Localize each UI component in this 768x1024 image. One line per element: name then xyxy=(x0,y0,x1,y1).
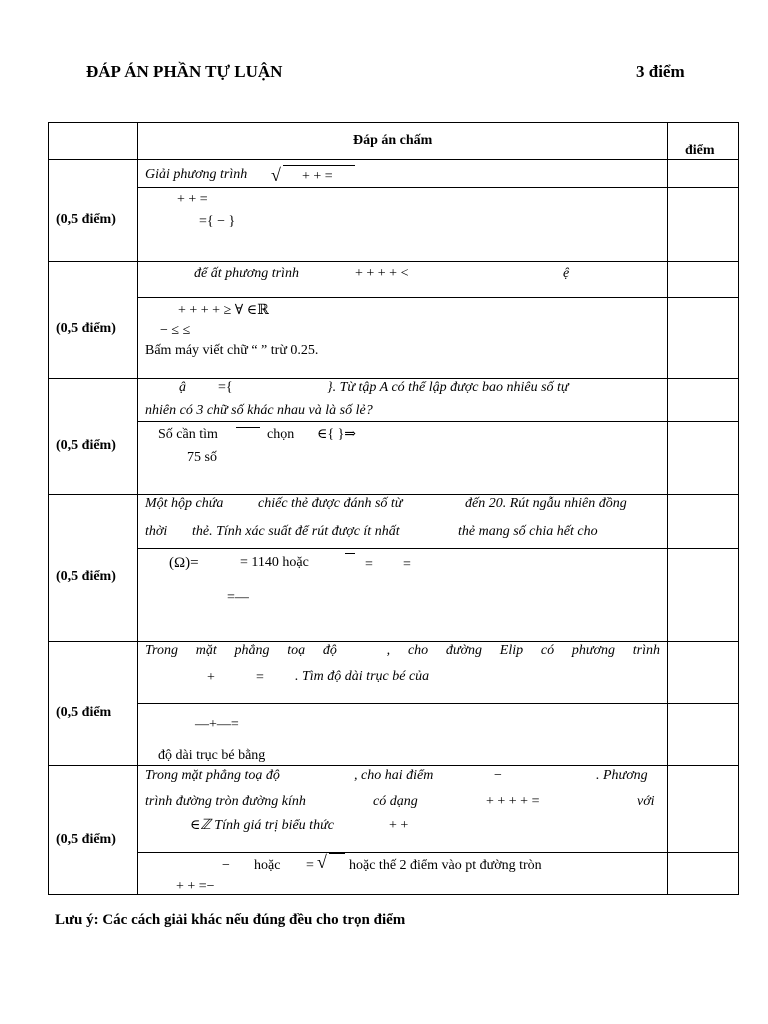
row-divider xyxy=(48,261,739,262)
sub-row-divider xyxy=(137,297,739,298)
question-text: để ất phương trình xyxy=(194,266,299,281)
question-math: + + = xyxy=(302,169,333,184)
question-text: ậ xyxy=(179,380,186,395)
document-title: ĐÁP ÁN PHẦN TỰ LUẬN xyxy=(86,62,283,81)
answer-math: = xyxy=(306,858,314,873)
answer-text: độ dài trục bé bằng xyxy=(158,748,266,763)
question-text: Trong mặt phẳng toạ độ , cho đường Elip có phương trình xyxy=(145,643,660,658)
row-label: (0,5 điểm) xyxy=(56,212,116,227)
question-text: thẻ. Tính xác suất để rút được ít nhất xyxy=(192,524,400,539)
question-text: Một hộp chứa xyxy=(145,496,224,511)
row-divider xyxy=(48,159,739,160)
question-math: + xyxy=(207,670,215,685)
header-answer: Đáp án chấm xyxy=(353,133,433,148)
question-math: = xyxy=(256,670,264,685)
question-text: trình đường tròn đường kính xyxy=(145,794,306,809)
answer-math: = 1140 hoặc xyxy=(240,555,309,570)
row-label: (0,5 điểm) xyxy=(56,438,116,453)
sub-row-divider xyxy=(137,421,739,422)
question-text: có dạng xyxy=(373,794,418,809)
answer-text: hoặc xyxy=(254,858,281,873)
answer-math: = xyxy=(365,557,373,572)
question-text: thời xyxy=(145,524,168,539)
sub-row-divider xyxy=(137,852,739,853)
answer-text: Bấm máy viết chữ “ ” trừ 0.25. xyxy=(145,343,319,358)
question-text: Giải phương trình xyxy=(145,167,248,182)
row-label: (0,5 điểm) xyxy=(56,569,116,584)
table-border-left xyxy=(48,122,49,895)
answer-math: —+—= xyxy=(195,717,239,732)
table-border-bottom xyxy=(48,894,739,895)
sub-row-divider xyxy=(137,187,739,188)
sqrt-bar xyxy=(329,853,345,854)
question-text: ∈ℤ Tính giá trị biểu thức xyxy=(190,818,334,833)
question-math: + + + + = xyxy=(486,794,540,809)
answer-math: + + = xyxy=(177,192,208,207)
answer-math: − ≤ ≤ xyxy=(160,323,191,338)
sqrt-symbol: √ xyxy=(271,165,281,185)
question-math: + + xyxy=(389,818,409,833)
question-text: với xyxy=(637,794,655,809)
footer-note: Lưu ý: Các cách giải khác nếu đúng đều cho trọn điểm xyxy=(55,912,406,928)
row-label: (0,5 điểm) xyxy=(56,321,116,336)
answer-math: ={ − } xyxy=(199,214,236,229)
header-points: điểm xyxy=(685,143,715,158)
question-text: . Tìm độ dài trục bé của xyxy=(295,669,430,684)
row-divider xyxy=(48,765,739,766)
answer-math: + + + + ≥ ∀ ∈ℝ xyxy=(178,303,269,318)
answer-math: − xyxy=(222,858,230,873)
question-math: + + + + < xyxy=(355,266,409,281)
row-label: (0,5 điểm xyxy=(56,705,112,720)
question-text: nhiên có 3 chữ số khác nhau và là số lẻ? xyxy=(145,403,373,418)
question-text: đến 20. Rút ngẫu nhiên đồng xyxy=(465,496,627,511)
sqrt-symbol: √ xyxy=(317,852,327,872)
table-divider-label xyxy=(137,122,138,895)
question-text: }. Từ tập A có thể lập được bao nhiêu số tự xyxy=(327,380,569,395)
answer-text: Số cần tìm xyxy=(158,427,218,442)
question-text: , cho hai điểm xyxy=(354,768,434,783)
question-text: thẻ mang số chia hết cho xyxy=(458,524,598,539)
sqrt-bar xyxy=(283,165,355,166)
question-math: ={ xyxy=(218,380,233,395)
answer-text: hoặc thế 2 điểm vào pt đường tròn xyxy=(349,858,542,873)
answer-math: =— xyxy=(227,590,249,605)
answer-math: = xyxy=(403,557,411,572)
question-math: − xyxy=(494,768,502,783)
answer-math: ∈{ }⇒ xyxy=(317,427,357,442)
question-text: ệ xyxy=(563,266,570,281)
total-points: 3 điểm xyxy=(636,62,685,81)
sub-row-divider xyxy=(137,548,739,549)
table-divider-points xyxy=(667,122,668,895)
overline xyxy=(236,427,260,428)
table-border-top xyxy=(48,122,739,123)
overline xyxy=(345,553,355,554)
question-text: chiếc thẻ được đánh số từ xyxy=(258,496,403,511)
table-border-right xyxy=(738,122,739,895)
question-text: . Phương xyxy=(596,768,648,783)
row-label: (0,5 điểm) xyxy=(56,832,116,847)
question-text: Trong mặt phẳng toạ độ xyxy=(145,768,280,783)
answer-text: chọn xyxy=(267,427,295,442)
answer-math: + + =− xyxy=(176,879,215,894)
answer-math: (Ω)= xyxy=(169,555,199,571)
answer-text: 75 số xyxy=(187,450,217,465)
sub-row-divider xyxy=(137,703,739,704)
